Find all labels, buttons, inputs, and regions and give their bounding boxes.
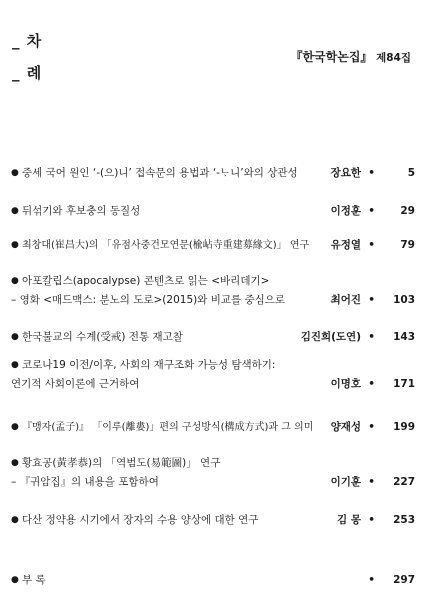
entry-page: 143 <box>393 331 415 343</box>
toc-entry-appendix <box>11 571 417 590</box>
separator-dot-icon: • <box>368 239 375 251</box>
issue-number: 제84집 <box>376 52 411 64</box>
bullet-icon: ● <box>11 458 19 468</box>
toc-entry <box>11 236 417 255</box>
entry-author: 이정훈 <box>330 205 361 217</box>
separator-dot-icon: • <box>368 476 375 488</box>
entry-title: 뒤섞기와 후보충의 동질성 <box>22 205 141 217</box>
bullet-icon: ● <box>11 575 19 585</box>
entry-title: 『맹자(孟子)』 「이루(離婁)」편의 구성방식(構成方式)과 그 의미 <box>22 422 314 433</box>
toc-heading <box>12 30 42 94</box>
toc-entry <box>11 272 417 310</box>
toc-entry <box>11 511 417 530</box>
entry-page: 29 <box>400 205 415 217</box>
toc-entry <box>11 202 417 221</box>
separator-dot-icon: • <box>368 205 375 217</box>
entry-page: 171 <box>393 378 415 390</box>
bullet-icon: ● <box>11 332 19 342</box>
entry-page: 253 <box>393 514 415 526</box>
entry-author: 김 몽 <box>337 514 361 526</box>
separator-dot-icon: • <box>368 294 375 306</box>
separator-dot-icon: • <box>368 514 375 526</box>
bullet-icon: ● <box>11 360 19 370</box>
entry-author: 최어진 <box>330 294 361 306</box>
entry-author: 김진희(도연) <box>300 331 361 343</box>
entry-page: 79 <box>400 239 415 251</box>
journal-label <box>290 48 411 65</box>
entry-author: 양재성 <box>330 421 361 433</box>
entry-author: 이명호 <box>330 378 361 390</box>
separator-dot-icon: • <box>368 421 375 433</box>
bullet-icon: ● <box>11 168 19 178</box>
bullet-icon: ● <box>11 515 19 525</box>
separator-dot-icon: • <box>368 378 375 390</box>
entry-title: 코로나19 이전/이후, 사회의 재구조화 가능성 탐색하기: <box>22 359 276 371</box>
toc-heading-line-2: _ 례 <box>12 64 43 82</box>
entry-subtitle: – 『귀암집』의 내용을 포함하여 <box>11 476 159 488</box>
entry-page: 199 <box>393 421 415 433</box>
toc-entry <box>11 356 417 394</box>
entry-page: 297 <box>393 574 415 586</box>
entry-subtitle: – 영화 <매드맥스: 분노의 도로>(2015)와 비교를 중심으로 <box>11 294 286 306</box>
toc-entry <box>11 164 417 183</box>
bullet-icon: ● <box>11 422 19 432</box>
bullet-icon: ● <box>11 276 19 286</box>
entry-title: 한국불교의 수계(受戒) 전통 재고찰 <box>22 331 183 343</box>
entry-title: 아포칼립스(apocalypse) 콘텐츠로 읽는 <바리데기> <box>22 275 270 287</box>
entry-author: 이기훈 <box>330 476 361 488</box>
journal-title: 『한국학논집』 <box>290 50 373 64</box>
entry-title: 부 록 <box>22 574 46 586</box>
entry-page: 5 <box>407 167 415 179</box>
entry-title: 황효공(黃孝恭)의 「역범도(易範圖)」 연구 <box>22 457 221 469</box>
separator-dot-icon: • <box>368 574 375 586</box>
entry-author: 장요한 <box>330 167 361 179</box>
entry-title: 다산 정약용 시기에서 장자의 수용 양상에 대한 연구 <box>22 514 259 526</box>
bullet-icon: ● <box>11 240 19 250</box>
toc-heading-line-1: _ 차 <box>12 32 43 50</box>
separator-dot-icon: • <box>368 331 375 343</box>
toc-entry <box>11 418 417 437</box>
entry-page: 227 <box>393 476 415 488</box>
entry-subtitle: 연기적 사회이론에 근거하여 <box>11 378 140 390</box>
bullet-icon: ● <box>11 206 19 216</box>
separator-dot-icon: • <box>368 167 375 179</box>
entry-author: 유정열 <box>330 239 361 251</box>
toc-entry <box>11 328 417 347</box>
entry-title: 최창대(崔昌大)의 「유점사중건모연문(楡岾寺重建募緣文)」 연구 <box>22 240 310 251</box>
entry-title: 중세 국어 원인 ‘-(으)니’ 접속문의 용법과 ‘-ᄂᆞ니’와의 상관성 <box>22 167 298 179</box>
entry-page: 103 <box>393 294 415 306</box>
toc-entry <box>11 454 417 492</box>
